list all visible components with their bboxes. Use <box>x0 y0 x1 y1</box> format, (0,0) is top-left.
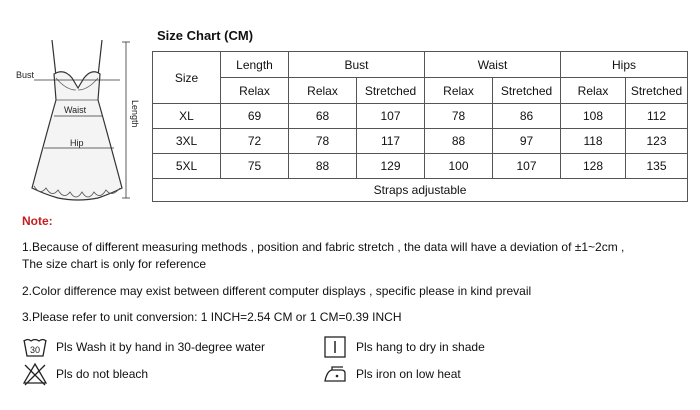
table-row <box>153 129 688 154</box>
group-header-hips: Hips <box>561 52 688 78</box>
care-hang-dry-text: Pls hang to dry in shade <box>356 340 485 354</box>
table-cell: 112 <box>626 104 688 129</box>
subheader: Stretched <box>357 78 425 104</box>
straps-note: Straps adjustable <box>153 179 688 202</box>
table-cell: 78 <box>289 129 357 154</box>
group-header-length: Length <box>221 52 289 78</box>
hip-label: Hip <box>70 138 84 148</box>
length-label: Length <box>130 100 140 128</box>
table-row <box>153 154 688 179</box>
care-iron-text: Pls iron on low heat <box>356 367 461 381</box>
care-no-bleach-text: Pls do not bleach <box>56 367 149 381</box>
table-cell: 69 <box>221 104 289 129</box>
wash-temperature: 30 <box>29 345 41 355</box>
subheader: Stretched <box>493 78 561 104</box>
garment-diagram <box>14 38 144 208</box>
table-cell: 129 <box>357 154 425 179</box>
subheader: Relax <box>221 78 289 104</box>
care-hang-dry <box>322 334 485 360</box>
note-measurement <box>22 239 692 273</box>
table-cell: 72 <box>221 129 289 154</box>
table-cell: 107 <box>357 104 425 129</box>
table-cell: 117 <box>357 129 425 154</box>
note-measurement-line1: 1.Because of different measuring methods , position and fabric stretch , the data will have a deviation of ±1~2cm , <box>22 240 625 254</box>
table-cell: 78 <box>425 104 493 129</box>
size-cell: 3XL <box>153 129 221 154</box>
bust-label: Bust <box>16 70 35 80</box>
size-header: Size <box>153 52 221 104</box>
table-cell: 75 <box>221 154 289 179</box>
subheader: Stretched <box>626 78 688 104</box>
table-cell: 88 <box>289 154 357 179</box>
table-cell: 135 <box>626 154 688 179</box>
table-cell: 108 <box>561 104 626 129</box>
group-header-waist: Waist <box>425 52 561 78</box>
group-header-bust: Bust <box>289 52 425 78</box>
care-hand-wash-text: Pls Wash it by hand in 30-degree water <box>56 340 265 354</box>
table-cell: 97 <box>493 129 561 154</box>
table-cell: 88 <box>425 129 493 154</box>
size-cell: XL <box>153 104 221 129</box>
table-cell: 100 <box>425 154 493 179</box>
page-title: Size Chart (CM) <box>157 28 254 43</box>
subheader: Relax <box>425 78 493 104</box>
note-label: Note: <box>22 214 53 228</box>
table-cell: 68 <box>289 104 357 129</box>
hang-dry-icon <box>322 334 348 360</box>
size-chart-table <box>152 51 688 202</box>
care-hand-wash <box>22 334 265 360</box>
table-cell: 118 <box>561 129 626 154</box>
waist-label: Waist <box>64 105 87 115</box>
subheader: Relax <box>289 78 357 104</box>
iron-icon <box>322 361 348 387</box>
table-row <box>153 104 688 129</box>
care-iron-low <box>322 361 461 387</box>
no-bleach-icon <box>22 361 48 387</box>
table-cell: 86 <box>493 104 561 129</box>
hand-wash-icon <box>22 334 48 360</box>
note-conversion: 3.Please refer to unit conversion: 1 INCH=2.54 CM or 1 CM=0.39 INCH <box>22 310 402 324</box>
table-cell: 123 <box>626 129 688 154</box>
note-color: 2.Color difference may exist between different computer displays , specific please in kind prevail <box>22 284 532 298</box>
table-cell: 128 <box>561 154 626 179</box>
size-cell: 5XL <box>153 154 221 179</box>
subheader: Relax <box>561 78 626 104</box>
note-measurement-line2: The size chart is only for reference <box>22 257 207 271</box>
table-cell: 107 <box>493 154 561 179</box>
care-no-bleach <box>22 361 148 387</box>
